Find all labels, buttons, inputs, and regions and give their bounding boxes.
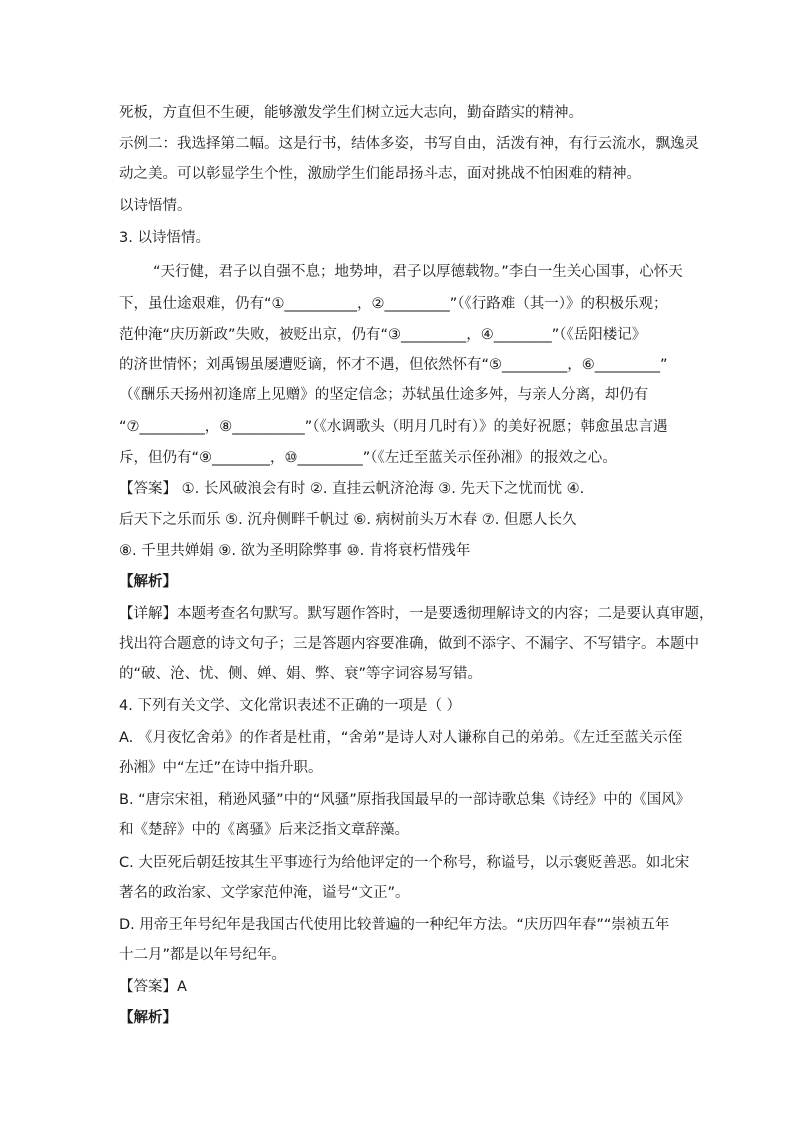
option-a-cont: 孙湘》中“左迁”在诗中指升职。 bbox=[119, 760, 323, 776]
analysis-heading: 【解析】 bbox=[119, 574, 177, 590]
text-line: “⑦_________，⑧__________”（《水调歌头（明月几时有）》的美好祝愿；韩愈虽忠言遇 bbox=[119, 419, 668, 435]
option-b-cont: 和《楚辞》中的《离骚》后来泛指文章辞藻。 bbox=[119, 822, 409, 838]
option-d: D. 用帝王年号纪年是我国古代使用比较普遍的一种纪年方法。“庆历四年春”“崇祯五年 bbox=[119, 917, 670, 933]
text-line: 示例二：我选择第二幅。这是行书，结体多姿，书写自由，活泼有神，有行云流水，飘逸灵 bbox=[119, 136, 699, 152]
option-d-cont: 十二月”都是以年号纪年。 bbox=[119, 947, 287, 963]
text-line: （《酬乐天扬州初逢席上见赠》的坚定信念；苏轼虽仕途多舛，与亲人分离，却仍有 bbox=[119, 387, 649, 403]
option-c-cont: 著名的政治家、文学家范仲淹，谥号“文正”。 bbox=[119, 885, 410, 901]
answer-label: 【答案】A bbox=[119, 979, 187, 995]
detail-line: 找出符合题意的诗文句子；三是答题内容要准确，做到不添字、不漏字、不写错字。本题中 bbox=[119, 636, 699, 652]
text-line: 动之美。可以彰显学生个性，激励学生们能昂扬斗志，面对挑战不怕困难的精神。 bbox=[119, 166, 641, 182]
question-4-title: 4. 下列有关文学、文化常识表述不正确的一项是（ ） bbox=[119, 698, 462, 714]
text-line: 范仲淹“庆历新政”失败，被贬出京，仍有“③_________，④________”（《岳阳楼记》 bbox=[119, 327, 647, 343]
answer-line: ⑧. 千里共婵娟 ⑨. 欲为圣明除弊事 ⑩. 肯将衰朽惜残年 bbox=[119, 543, 471, 559]
text-line: “天行健，君子以自强不息；地势坤，君子以厚德载物。”李白一生关心国事，心怀天 bbox=[153, 264, 683, 280]
text-line: 下，虽仕途艰难，仍有“①__________，②_________”（《行路难（其一）》的积极乐观； bbox=[119, 296, 668, 312]
text-line: 死板，方直但不生硬，能够激发学生们树立远大志向，勤奋踏实的精神。 bbox=[119, 105, 583, 121]
option-a: A. 《月夜忆舍弟》的作者是杜甫，“舍弟”是诗人对人谦称自己的弟弟。《左迁至蓝关示侄 bbox=[119, 730, 683, 746]
detail-line: 【详解】本题考查名句默写。默写题作答时，一是要透彻理解诗文的内容；二是要认真审题， bbox=[119, 606, 714, 622]
answer-line: 后天下之乐而乐 ⑤. 沉舟侧畔千帆过 ⑥. 病树前头万木春 ⑦. 但愿人长久 bbox=[119, 512, 577, 528]
option-c: C. 大臣死后朝廷按其生平事迹行为给他评定的一个称号，称谥号，以示褒贬善恶。如北宋 bbox=[119, 855, 690, 871]
detail-line: 的“破、沧、忧、侧、婵、娟、弊、衰”等字词容易写错。 bbox=[119, 666, 483, 682]
analysis-heading: 【解析】 bbox=[119, 1010, 177, 1026]
text-line: 的济世情怀；刘禹锡虽屡遭贬谪，怀才不遇，但依然怀有“⑤_________，⑥_________” bbox=[119, 357, 668, 373]
text-line: 斥，但仍有“⑨________，⑩_________”（《左迁至蓝关示侄孙湘》的报效之心。 bbox=[119, 450, 617, 466]
text-line: 以诗悟情。 bbox=[119, 198, 192, 214]
question-3-title: 3. 以诗悟情。 bbox=[119, 230, 210, 246]
answer-line: 【答案】 ①. 长风破浪会有时 ②. 直挂云帆济沧海 ③. 先天下之忧而忧 ④. bbox=[119, 481, 585, 497]
option-b: B. “唐宗宋祖，稍逊风骚”中的“风骚”原指我国最早的一部诗歌总集《诗经》中的《国风》 bbox=[119, 792, 691, 808]
